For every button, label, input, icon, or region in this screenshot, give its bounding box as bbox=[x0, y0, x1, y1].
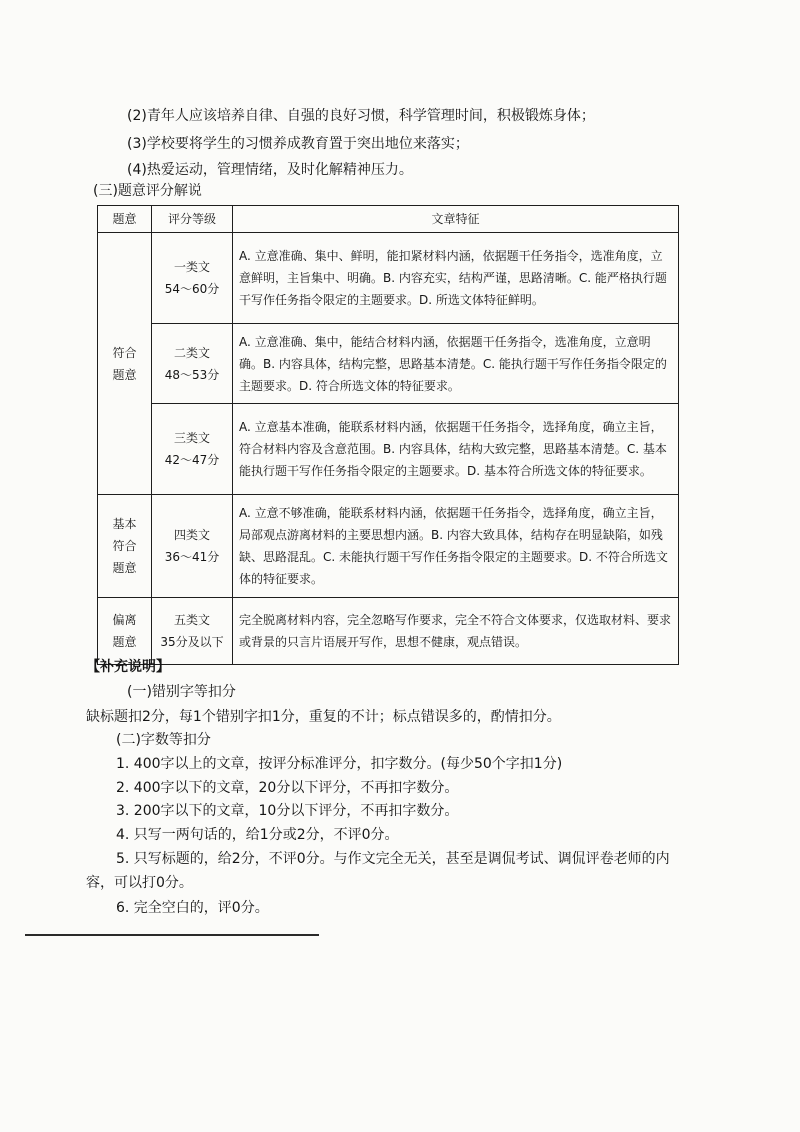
feature-description: 完全脱离材料内容，完全忽略写作要求，完全不符合文体要求，仅选取材料、要求或背景的只言片语展开写作，思想不健康，观点错误。 bbox=[233, 598, 679, 665]
grade-range: 36～41分 bbox=[164, 550, 220, 564]
feature-description: A. 立意基本准确，能联系材料内涵，依据题干任务指令，选择角度，确立主旨，符合材料内容及含意范围。B. 内容具体，结构大致完整，思路基本清楚。C. 基本能执行题干写作任务指令限定的主题要求。D. 基本符合所选文体的特征要求。 bbox=[233, 404, 679, 495]
table-row bbox=[98, 233, 679, 324]
supplement-sub1-title: (一)错别字等扣分 bbox=[127, 684, 236, 700]
group-off bbox=[98, 598, 152, 665]
feature-description: A. 立意准确、集中，能结合材料内涵，依据题干任务指令，选准角度，立意明确。B. 内容具体，结构完整，思路基本清楚。C. 能执行题干写作任务指令限定的主题要求。D. 符合所选文体的特征要求。 bbox=[233, 324, 679, 404]
intro-point-2: (2)青年人应该培养自律、自强的良好习惯，科学管理时间，积极锻炼身体； bbox=[127, 108, 595, 124]
grade-range: 35分及以下 bbox=[160, 635, 224, 649]
header-feature: 文章特征 bbox=[233, 206, 679, 233]
group-fit-label: 符合题意 bbox=[112, 345, 137, 382]
supplement-item-5: 5. 只写标题的，给2分，不评0分。与作文完全无关，甚至是调侃考试、调侃评卷老师的内 bbox=[116, 851, 670, 867]
section-title: (三)题意评分解说 bbox=[93, 183, 202, 199]
grade-range: 54～60分 bbox=[164, 282, 220, 296]
grade-cell bbox=[152, 404, 233, 495]
grade-cell bbox=[152, 598, 233, 665]
group-fit bbox=[98, 233, 152, 495]
supplement-item-4: 4. 只写一两句话的，给1分或2分，不评0分。 bbox=[116, 827, 399, 843]
supplement-sub1-text: 缺标题扣2分，每1个错别字扣1分，重复的不计；标点错误多的，酌情扣分。 bbox=[86, 709, 561, 725]
table-row bbox=[98, 495, 679, 598]
bottom-divider bbox=[25, 934, 319, 936]
table-row bbox=[98, 598, 679, 665]
grade-name: 四类文 bbox=[173, 528, 210, 542]
supplement-item-5-continued: 容，可以打0分。 bbox=[86, 875, 193, 891]
supplement-item-3: 3. 200字以下的文章，10分以下评分，不再扣字数分。 bbox=[116, 803, 459, 819]
feature-description: A. 立意准确、集中、鲜明，能扣紧材料内涵，依据题干任务指令，选准角度，立意鲜明，主旨集中、明确。B. 内容充实，结构严谨，思路清晰。C. 能严格执行题干写作任务指令限定的主题要求。D. 所选文体特征鲜明。 bbox=[233, 233, 679, 324]
group-off-label: 偏离题意 bbox=[112, 613, 137, 649]
grade-name: 一类文 bbox=[173, 260, 210, 274]
supplement-title: 【补充说明】 bbox=[86, 659, 170, 675]
grade-range: 48～53分 bbox=[164, 367, 220, 382]
header-grade: 评分等级 bbox=[152, 206, 233, 233]
grade-name: 五类文 bbox=[173, 613, 210, 627]
feature-description: A. 立意不够准确，能联系材料内涵，依据题干任务指令，选择角度，确立主旨，局部观点游离材料的主要思想内涵。B. 内容大致具体，结构存在明显缺陷，如残缺、思路混乱。C. 未能执行题干写作任务指令限定的主题要求。D. 不符合所选文体的特征要求。 bbox=[233, 495, 679, 598]
grade-name: 三类文 bbox=[173, 431, 210, 445]
supplement-item-2: 2. 400字以下的文章，20分以下评分，不再扣字数分。 bbox=[116, 780, 459, 796]
table-row bbox=[98, 324, 679, 404]
table-header-row bbox=[98, 206, 679, 233]
grade-cell bbox=[152, 324, 233, 404]
supplement-sub2-title: (二)字数等扣分 bbox=[116, 732, 211, 748]
grade-name: 二类文 bbox=[173, 345, 210, 360]
grade-cell bbox=[152, 233, 233, 324]
intro-point-4: (4)热爱运动，管理情绪，及时化解精神压力。 bbox=[127, 162, 413, 178]
header-topic: 题意 bbox=[98, 206, 152, 233]
grade-cell bbox=[152, 495, 233, 598]
table-row bbox=[98, 404, 679, 495]
group-basic-label: 基本符合题意 bbox=[112, 517, 137, 575]
supplement-item-1: 1. 400字以上的文章，按评分标准评分，扣字数分。(每少50个字扣1分) bbox=[116, 756, 563, 772]
group-basic bbox=[98, 495, 152, 598]
intro-point-3: (3)学校要将学生的习惯养成教育置于突出地位来落实； bbox=[127, 136, 469, 152]
supplement-item-6: 6. 完全空白的，评0分。 bbox=[116, 900, 269, 916]
grade-range: 42～47分 bbox=[164, 453, 220, 467]
scoring-rubric-table bbox=[97, 205, 679, 665]
